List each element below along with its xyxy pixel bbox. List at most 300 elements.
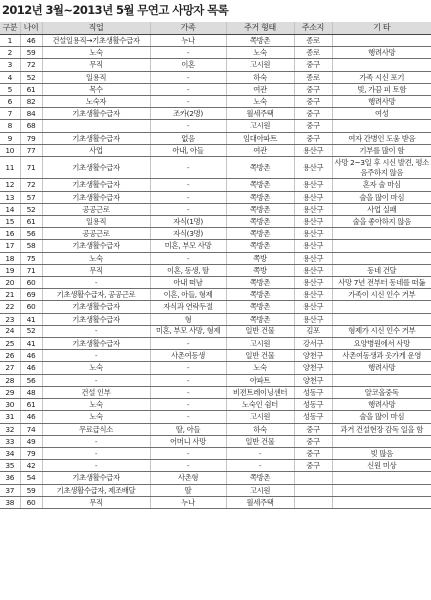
col-occupation-cell: 기초생활수급자 [42, 179, 150, 191]
col-occupation-cell: 공공근로 [42, 203, 150, 215]
col-index-cell: 36 [0, 472, 20, 484]
col-notes-cell [332, 120, 431, 132]
col-occupation-cell: 공공근로 [42, 228, 150, 240]
table-row [0, 216, 431, 228]
col-address-cell: 용산구 [294, 301, 332, 313]
col-notes-cell [332, 435, 431, 447]
col-housing-cell: 쪽방촌 [226, 289, 294, 301]
col-family-cell: - [150, 338, 226, 350]
table-row [0, 264, 431, 276]
col-occupation-cell: 노숙 [42, 411, 150, 423]
col-family-cell: - [150, 447, 226, 459]
col-notes-cell: 사촌여동생과 옷가게 운영 [332, 350, 431, 362]
col-address-cell: 중구 [294, 120, 332, 132]
col-housing-cell: 고시원 [226, 484, 294, 496]
col-age-cell: 60 [20, 301, 42, 313]
col-family-cell: - [150, 157, 226, 179]
col-age-cell: 46 [20, 362, 42, 374]
col-housing-cell: 노숙 [226, 362, 294, 374]
col-notes-cell [332, 496, 431, 508]
col-address-cell: 용산구 [294, 144, 332, 156]
col-housing-cell: 노숙 [226, 96, 294, 108]
col-notes-cell [332, 59, 431, 71]
col-notes-cell: 요양병원에서 사망 [332, 338, 431, 350]
col-age-cell: 71 [20, 157, 42, 179]
table-row [0, 179, 431, 191]
col-family-cell: 누나 [150, 496, 226, 508]
table-row [0, 460, 431, 472]
col-housing-cell: 쪽방촌 [226, 191, 294, 203]
col-index-cell: 25 [0, 338, 20, 350]
col-address-cell: 종로 [294, 35, 332, 47]
col-age-cell: 79 [20, 447, 42, 459]
col-index-cell: 12 [0, 179, 20, 191]
col-age-cell: 72 [20, 59, 42, 71]
header-row [0, 22, 431, 35]
col-age-cell: 60 [20, 277, 42, 289]
col-occupation-cell: 노숙 [42, 399, 150, 411]
col-notes-cell: 여성 [332, 108, 431, 120]
col-index-cell: 13 [0, 191, 20, 203]
col-occupation-cell: 무직 [42, 264, 150, 276]
col-family-cell: 이혼 [150, 59, 226, 71]
col-housing-cell: 쪽방촌 [226, 472, 294, 484]
col-housing-cell: 쪽방 [226, 252, 294, 264]
col-index-cell: 14 [0, 203, 20, 215]
col-notes-cell: 행려사망 [332, 47, 431, 59]
col-occupation-cell: 건설일용직→기초생활수급자 [42, 35, 150, 47]
col-address-cell: 중구 [294, 460, 332, 472]
col-index-cell: 17 [0, 240, 20, 252]
col-address-cell: 중구 [294, 132, 332, 144]
col-occupation-header: 직업 [42, 22, 150, 35]
col-family-cell: - [150, 96, 226, 108]
col-occupation-cell: 무직 [42, 59, 150, 71]
table-row [0, 386, 431, 398]
col-housing-cell: 쪽방촌 [226, 277, 294, 289]
col-occupation-cell: 일용직 [42, 216, 150, 228]
table-row [0, 132, 431, 144]
col-housing-cell: 쪽방촌 [226, 313, 294, 325]
col-age-cell: 52 [20, 203, 42, 215]
col-notes-cell: 형제가 시신 인수 거부 [332, 325, 431, 337]
col-family-cell: 아내 떠남 [150, 277, 226, 289]
col-index-cell: 15 [0, 216, 20, 228]
col-housing-cell: 하숙 [226, 71, 294, 83]
col-index-cell: 18 [0, 252, 20, 264]
col-family-cell: 어머니 사망 [150, 435, 226, 447]
col-housing-header: 주거 형태 [226, 22, 294, 35]
col-age-cell: 74 [20, 423, 42, 435]
col-occupation-cell: 노숙 [42, 252, 150, 264]
col-notes-cell [332, 484, 431, 496]
col-index-cell: 23 [0, 313, 20, 325]
col-occupation-cell: 기초생활수급자 [42, 240, 150, 252]
table-row [0, 191, 431, 203]
col-index-cell: 30 [0, 399, 20, 411]
col-family-cell: 자식(3명) [150, 228, 226, 240]
col-family-cell: - [150, 460, 226, 472]
col-age-cell: 71 [20, 264, 42, 276]
col-address-cell: 용산구 [294, 191, 332, 203]
col-occupation-cell: 기초생활수급자 [42, 191, 150, 203]
col-address-cell: 용산구 [294, 252, 332, 264]
col-index-cell: 5 [0, 83, 20, 95]
col-index-cell: 21 [0, 289, 20, 301]
col-age-cell: 72 [20, 179, 42, 191]
col-family-cell: 조카(2명) [150, 108, 226, 120]
col-notes-cell: 빚 많음 [332, 447, 431, 459]
col-family-cell: 딸, 아들 [150, 423, 226, 435]
table-row [0, 496, 431, 508]
col-notes-cell: 사망 2~3일 후 시신 발견, 평소 음주하지 않음 [332, 157, 431, 179]
col-family-cell: - [150, 203, 226, 215]
col-occupation-cell: - [42, 460, 150, 472]
col-family-cell: - [150, 374, 226, 386]
table-row [0, 71, 431, 83]
col-index-cell: 1 [0, 35, 20, 47]
col-housing-cell: - [226, 447, 294, 459]
table-row [0, 374, 431, 386]
table-row [0, 240, 431, 252]
col-housing-cell: - [226, 460, 294, 472]
col-family-cell: 딸 [150, 484, 226, 496]
table-body [0, 35, 431, 509]
col-notes-cell [332, 472, 431, 484]
table-row [0, 120, 431, 132]
table-row [0, 484, 431, 496]
col-occupation-cell: - [42, 447, 150, 459]
col-address-cell: 종로 [294, 47, 332, 59]
col-occupation-cell: - [42, 435, 150, 447]
col-address-cell: 중구 [294, 447, 332, 459]
col-address-cell: 용산구 [294, 264, 332, 276]
col-address-cell: 용산구 [294, 277, 332, 289]
col-housing-cell: 쪽방촌 [226, 179, 294, 191]
col-family-cell: 자식(1명) [150, 216, 226, 228]
col-age-cell: 59 [20, 47, 42, 59]
col-family-cell: 미혼, 부모 사망 [150, 240, 226, 252]
table-row [0, 362, 431, 374]
col-age-cell: 49 [20, 435, 42, 447]
col-age-cell: 57 [20, 191, 42, 203]
col-notes-cell [332, 240, 431, 252]
col-notes-cell [332, 313, 431, 325]
col-address-cell: 강서구 [294, 338, 332, 350]
col-family-cell: - [150, 362, 226, 374]
col-family-cell: 자식과 연락두절 [150, 301, 226, 313]
col-occupation-cell [42, 120, 150, 132]
col-address-cell: 성동구 [294, 386, 332, 398]
col-housing-cell: 쪽방촌 [226, 240, 294, 252]
col-housing-cell: 여관 [226, 83, 294, 95]
col-address-cell [294, 484, 332, 496]
table-row [0, 252, 431, 264]
col-occupation-cell: 노숙 [42, 362, 150, 374]
col-occupation-cell: 기초생활수급자 [42, 132, 150, 144]
col-housing-cell: 고시원 [226, 120, 294, 132]
col-age-cell: 61 [20, 216, 42, 228]
col-housing-cell: 노숙 [226, 47, 294, 59]
col-index-cell: 7 [0, 108, 20, 120]
col-housing-cell: 쪽방 [226, 264, 294, 276]
col-housing-cell: 일반 건물 [226, 350, 294, 362]
col-family-cell: - [150, 83, 226, 95]
col-notes-cell: 동네 건달 [332, 264, 431, 276]
col-family-cell: 이혼, 아들, 형제 [150, 289, 226, 301]
col-notes-cell [332, 301, 431, 313]
table-row [0, 447, 431, 459]
col-occupation-cell: 기초생활수급자, 공공근로 [42, 289, 150, 301]
table-container [0, 22, 431, 600]
col-age-cell: 52 [20, 325, 42, 337]
col-notes-cell: 알코올중독 [332, 386, 431, 398]
col-notes-cell: 술을 많이 마심 [332, 411, 431, 423]
col-notes-cell: 술을 좋아하지 않음 [332, 216, 431, 228]
table-row [0, 228, 431, 240]
table-row [0, 338, 431, 350]
col-address-cell: 용산구 [294, 203, 332, 215]
col-family-cell: - [150, 191, 226, 203]
col-age-cell: 69 [20, 289, 42, 301]
col-address-cell: 중구 [294, 96, 332, 108]
col-notes-header: 기 타 [332, 22, 431, 35]
col-age-cell: 54 [20, 472, 42, 484]
col-housing-cell: 고시원 [226, 59, 294, 71]
col-index-cell: 26 [0, 350, 20, 362]
col-family-cell: 형 [150, 313, 226, 325]
col-notes-cell: 가족 시신 포기 [332, 71, 431, 83]
col-age-cell: 41 [20, 313, 42, 325]
col-family-cell: - [150, 252, 226, 264]
col-family-cell: 없음 [150, 132, 226, 144]
col-index-cell: 11 [0, 157, 20, 179]
col-address-cell: 중구 [294, 83, 332, 95]
col-housing-cell: 쪽방촌 [226, 157, 294, 179]
col-housing-cell: 하숙 [226, 423, 294, 435]
col-age-cell: 41 [20, 338, 42, 350]
col-address-cell: 중구 [294, 59, 332, 71]
col-family-cell: - [150, 71, 226, 83]
table-row [0, 411, 431, 423]
col-age-cell: 46 [20, 35, 42, 47]
col-index-cell: 6 [0, 96, 20, 108]
table-row [0, 435, 431, 447]
col-housing-cell: 일반 건물 [226, 435, 294, 447]
col-housing-cell: 아파트 [226, 374, 294, 386]
table-row [0, 301, 431, 313]
table-row [0, 157, 431, 179]
table-row [0, 47, 431, 59]
table-row [0, 423, 431, 435]
col-address-cell: 중구 [294, 108, 332, 120]
col-occupation-cell: 일용직 [42, 71, 150, 83]
col-family-cell: 사촌형 [150, 472, 226, 484]
col-index-cell: 9 [0, 132, 20, 144]
col-occupation-cell: 기초생활수급자 [42, 338, 150, 350]
col-notes-cell: 여자 간병인 도움 받음 [332, 132, 431, 144]
col-housing-cell: 쪽방촌 [226, 216, 294, 228]
col-notes-cell: 혼자 술 마심 [332, 179, 431, 191]
col-notes-cell: 신원 미상 [332, 460, 431, 472]
col-index-cell: 2 [0, 47, 20, 59]
table-row [0, 83, 431, 95]
col-index-cell: 19 [0, 264, 20, 276]
col-occupation-cell: 무직 [42, 496, 150, 508]
col-occupation-cell: 사업 [42, 144, 150, 156]
col-index-cell: 10 [0, 144, 20, 156]
table-row [0, 35, 431, 47]
col-occupation-cell: - [42, 325, 150, 337]
col-occupation-cell: - [42, 350, 150, 362]
col-index-cell: 38 [0, 496, 20, 508]
col-age-cell: 75 [20, 252, 42, 264]
col-index-cell: 8 [0, 120, 20, 132]
col-family-cell: - [150, 47, 226, 59]
col-notes-cell [332, 252, 431, 264]
col-age-cell: 61 [20, 83, 42, 95]
table-row [0, 59, 431, 71]
col-occupation-cell: 건설 인부 [42, 386, 150, 398]
col-index-cell: 35 [0, 460, 20, 472]
col-housing-cell: 일반 건물 [226, 325, 294, 337]
table-row [0, 144, 431, 156]
col-address-cell: 용산구 [294, 179, 332, 191]
col-housing-cell: 쪽방촌 [226, 301, 294, 313]
col-age-cell: 68 [20, 120, 42, 132]
col-index-cell: 37 [0, 484, 20, 496]
col-address-cell [294, 472, 332, 484]
col-housing-cell: 비젼트레이닝센터 [226, 386, 294, 398]
col-age-cell: 56 [20, 228, 42, 240]
col-index-cell: 22 [0, 301, 20, 313]
col-address-cell: 양천구 [294, 350, 332, 362]
col-address-cell: 용산구 [294, 216, 332, 228]
col-age-cell: 52 [20, 71, 42, 83]
col-age-cell: 58 [20, 240, 42, 252]
col-occupation-cell: 기초생활수급자 [42, 108, 150, 120]
table-row [0, 203, 431, 215]
page-title: 2012년 3월~2013년 5월 무연고 사망자 목록 [2, 3, 229, 17]
col-occupation-cell: - [42, 374, 150, 386]
col-family-cell: 사촌여동생 [150, 350, 226, 362]
col-address-cell: 양천구 [294, 362, 332, 374]
col-family-cell: 미혼, 부모 사망, 형제 [150, 325, 226, 337]
col-notes-cell [332, 35, 431, 47]
col-index-cell: 34 [0, 447, 20, 459]
col-notes-cell: 사망 7년 전부터 동네를 떠돎 [332, 277, 431, 289]
col-address-cell: 성동구 [294, 399, 332, 411]
col-address-cell: 성동구 [294, 411, 332, 423]
col-age-cell: 42 [20, 460, 42, 472]
col-index-header: 구분 [0, 22, 20, 35]
col-housing-cell: 고시원 [226, 411, 294, 423]
table-row [0, 108, 431, 120]
col-address-cell: 중구 [294, 423, 332, 435]
col-address-cell: 용산구 [294, 157, 332, 179]
col-housing-cell: 쪽방촌 [226, 203, 294, 215]
col-index-cell: 16 [0, 228, 20, 240]
col-age-cell: 46 [20, 411, 42, 423]
col-occupation-cell: - [42, 277, 150, 289]
col-age-cell: 56 [20, 374, 42, 386]
col-notes-cell: 행려사망 [332, 96, 431, 108]
col-family-cell: - [150, 179, 226, 191]
col-address-cell: 김포 [294, 325, 332, 337]
col-index-cell: 4 [0, 71, 20, 83]
col-address-header: 주소지 [294, 22, 332, 35]
col-age-header: 나이 [20, 22, 42, 35]
col-family-cell: - [150, 386, 226, 398]
table-row [0, 472, 431, 484]
col-housing-cell: 고시원 [226, 338, 294, 350]
col-address-cell: 용산구 [294, 240, 332, 252]
col-housing-cell: 임대아파트 [226, 132, 294, 144]
col-notes-cell: 술을 많이 마심 [332, 191, 431, 203]
col-address-cell [294, 496, 332, 508]
table-row [0, 399, 431, 411]
col-notes-cell: 과거 건설현장 감독 일을 함 [332, 423, 431, 435]
col-notes-cell: 행려사망 [332, 362, 431, 374]
col-index-cell: 27 [0, 362, 20, 374]
table-row [0, 277, 431, 289]
col-age-cell: 60 [20, 496, 42, 508]
col-occupation-cell: 무료급식소 [42, 423, 150, 435]
col-housing-cell: 월세주택 [226, 496, 294, 508]
col-address-cell: 양천구 [294, 374, 332, 386]
col-occupation-cell: 노숙자 [42, 96, 150, 108]
table-row [0, 350, 431, 362]
deceased-list-table [0, 22, 431, 509]
col-age-cell: 84 [20, 108, 42, 120]
col-index-cell: 33 [0, 435, 20, 447]
col-occupation-cell: 기초생활수급자 [42, 472, 150, 484]
col-notes-cell: 빚, 가끔 피 토함 [332, 83, 431, 95]
col-notes-cell: 기부를 많이 함 [332, 144, 431, 156]
col-family-cell: 누나 [150, 35, 226, 47]
col-occupation-cell: 노숙 [42, 47, 150, 59]
col-age-cell: 82 [20, 96, 42, 108]
col-family-header: 가족 [150, 22, 226, 35]
col-housing-cell: 여관 [226, 144, 294, 156]
col-family-cell: - [150, 411, 226, 423]
col-age-cell: 61 [20, 399, 42, 411]
col-notes-cell: 사업 실패 [332, 203, 431, 215]
col-address-cell: 중구 [294, 435, 332, 447]
col-notes-cell: 행려사망 [332, 399, 431, 411]
col-housing-cell: 쪽방촌 [226, 35, 294, 47]
col-age-cell: 48 [20, 386, 42, 398]
col-address-cell: 용산구 [294, 289, 332, 301]
table-row [0, 96, 431, 108]
col-notes-cell: 가족이 시신 인수 거부 [332, 289, 431, 301]
col-occupation-cell: 기초생활수급자, 제조배달 [42, 484, 150, 496]
col-index-cell: 31 [0, 411, 20, 423]
table-row [0, 313, 431, 325]
col-family-cell: 아내, 아들 [150, 144, 226, 156]
table-header [0, 22, 431, 35]
col-occupation-cell: 기초생활수급자 [42, 301, 150, 313]
col-notes-cell [332, 228, 431, 240]
col-address-cell: 용산구 [294, 228, 332, 240]
col-occupation-cell: 목수 [42, 83, 150, 95]
col-index-cell: 3 [0, 59, 20, 71]
col-family-cell: - [150, 120, 226, 132]
table-row [0, 325, 431, 337]
col-index-cell: 20 [0, 277, 20, 289]
col-age-cell: 77 [20, 144, 42, 156]
col-index-cell: 28 [0, 374, 20, 386]
